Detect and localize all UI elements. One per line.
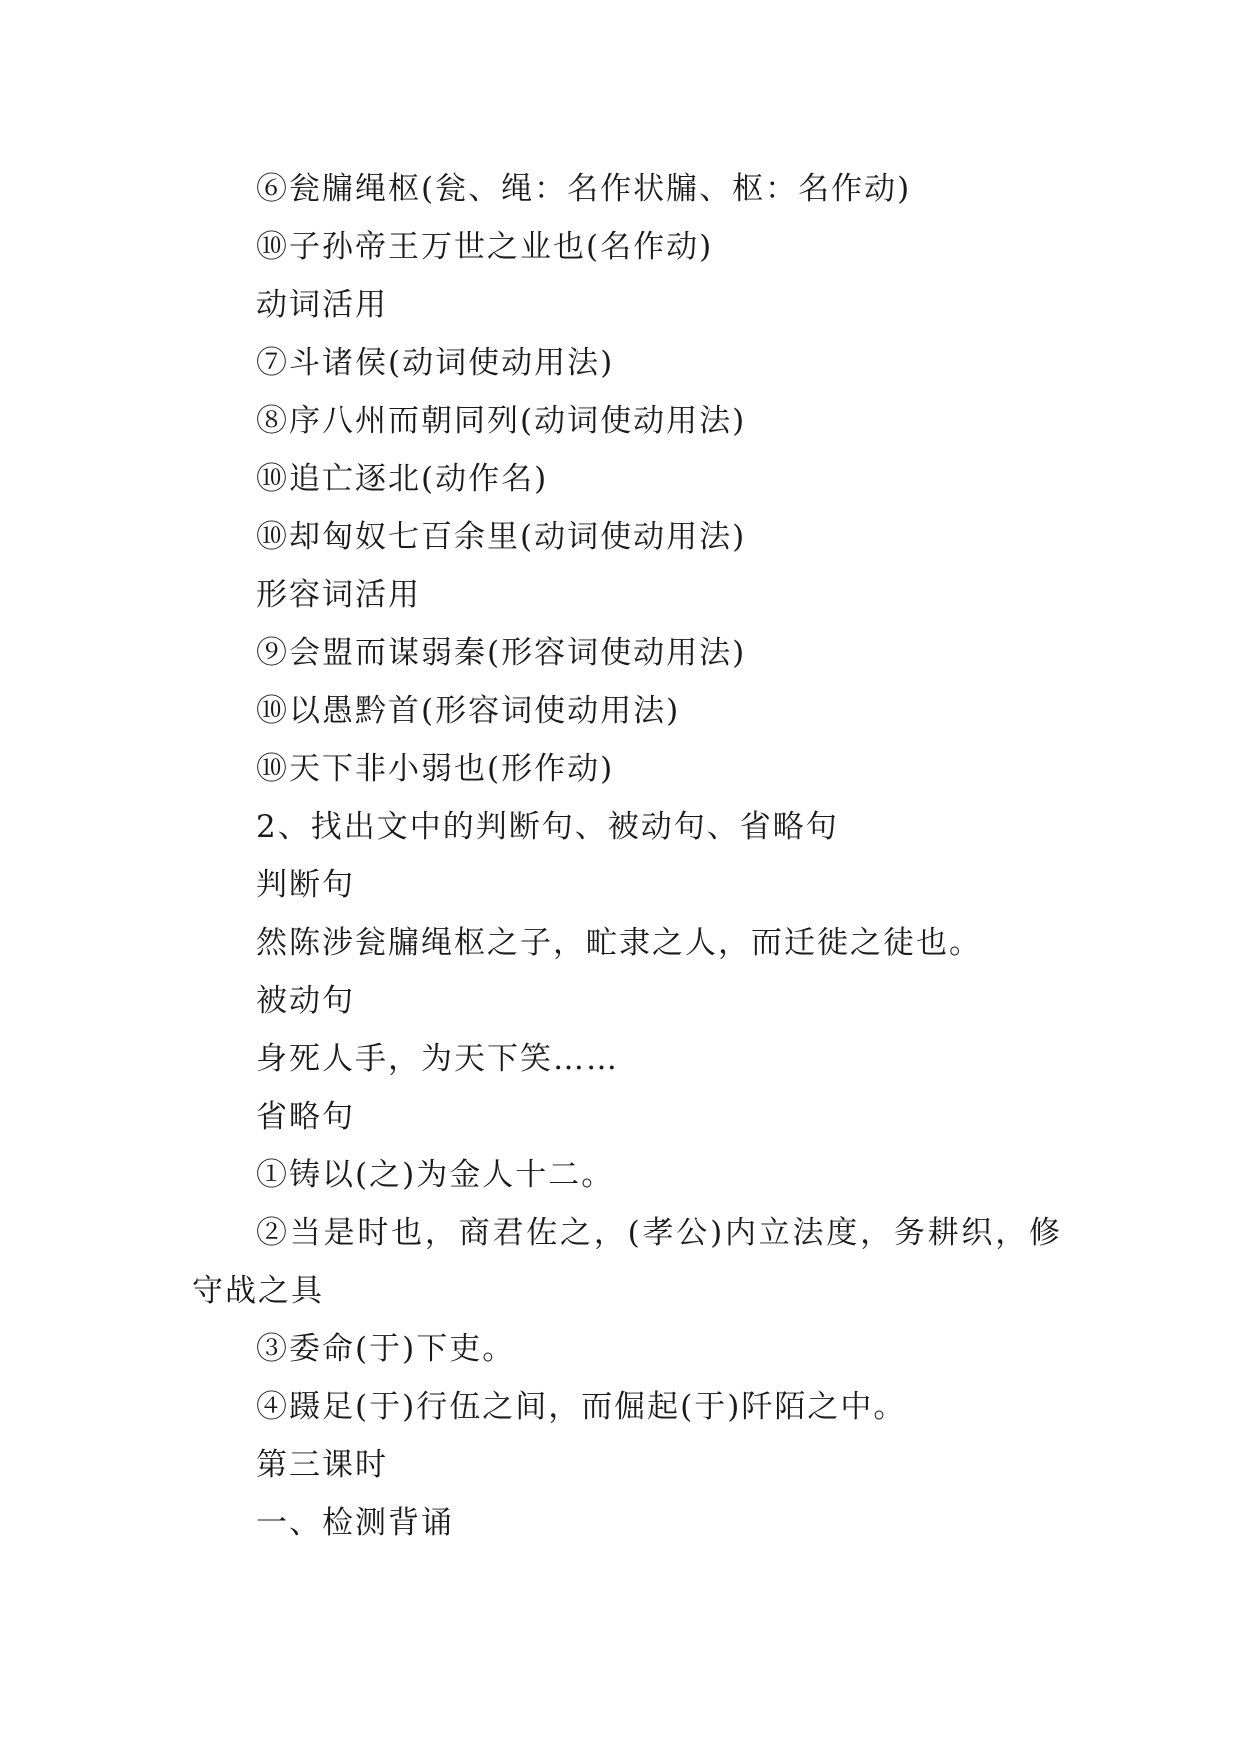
text-line: 然陈涉瓮牖绳枢之子，甿隶之人，而迁徙之徒也。 xyxy=(256,925,982,961)
text-line: ④蹑足(于)行伍之间，而倔起(于)阡陌之中。 xyxy=(256,1389,907,1425)
section-heading: 被动句 xyxy=(256,983,355,1019)
text-line: ⑥瓮牖绳枢(瓮、绳：名作状牖、枢：名作动) xyxy=(256,171,912,207)
text-line: ⑩追亡逐北(动作名) xyxy=(256,461,549,497)
text-line: ⑨会盟而谋弱秦(形容词使动用法) xyxy=(256,635,747,671)
question-heading: 2、找出文中的判断句、被动句、省略句 xyxy=(256,809,839,845)
text-line: ⑧序八州而朝同列(动词使动用法) xyxy=(256,403,747,439)
text-line: 身死人手，为天下笑…… xyxy=(256,1041,619,1077)
section-heading: 形容词活用 xyxy=(256,577,421,613)
text-line: ⑦斗诸侯(动词使动用法) xyxy=(256,345,615,381)
section-heading: 判断句 xyxy=(256,867,355,903)
section-heading: 省略句 xyxy=(256,1099,355,1135)
text-line: ①铸以(之)为金人十二。 xyxy=(256,1157,615,1193)
section-heading: 一、检测背诵 xyxy=(256,1505,454,1541)
text-line: ⑩以愚黔首(形容词使动用法) xyxy=(256,693,681,729)
text-line: ⑩天下非小弱也(形作动) xyxy=(256,751,615,787)
text-line: ②当是时也，商君佐之，(孝公)内立法度，务耕织，修守战之具 xyxy=(192,1215,1062,1309)
section-heading: 动词活用 xyxy=(256,287,388,323)
lesson-heading: 第三课时 xyxy=(256,1447,388,1483)
text-line: ③委命(于)下吏。 xyxy=(256,1331,516,1367)
text-line: ⑩却匈奴七百余里(动词使动用法) xyxy=(256,519,747,555)
text-line: ⑩子孙帝王万世之业也(名作动) xyxy=(256,229,714,265)
document-body xyxy=(192,160,1062,1552)
